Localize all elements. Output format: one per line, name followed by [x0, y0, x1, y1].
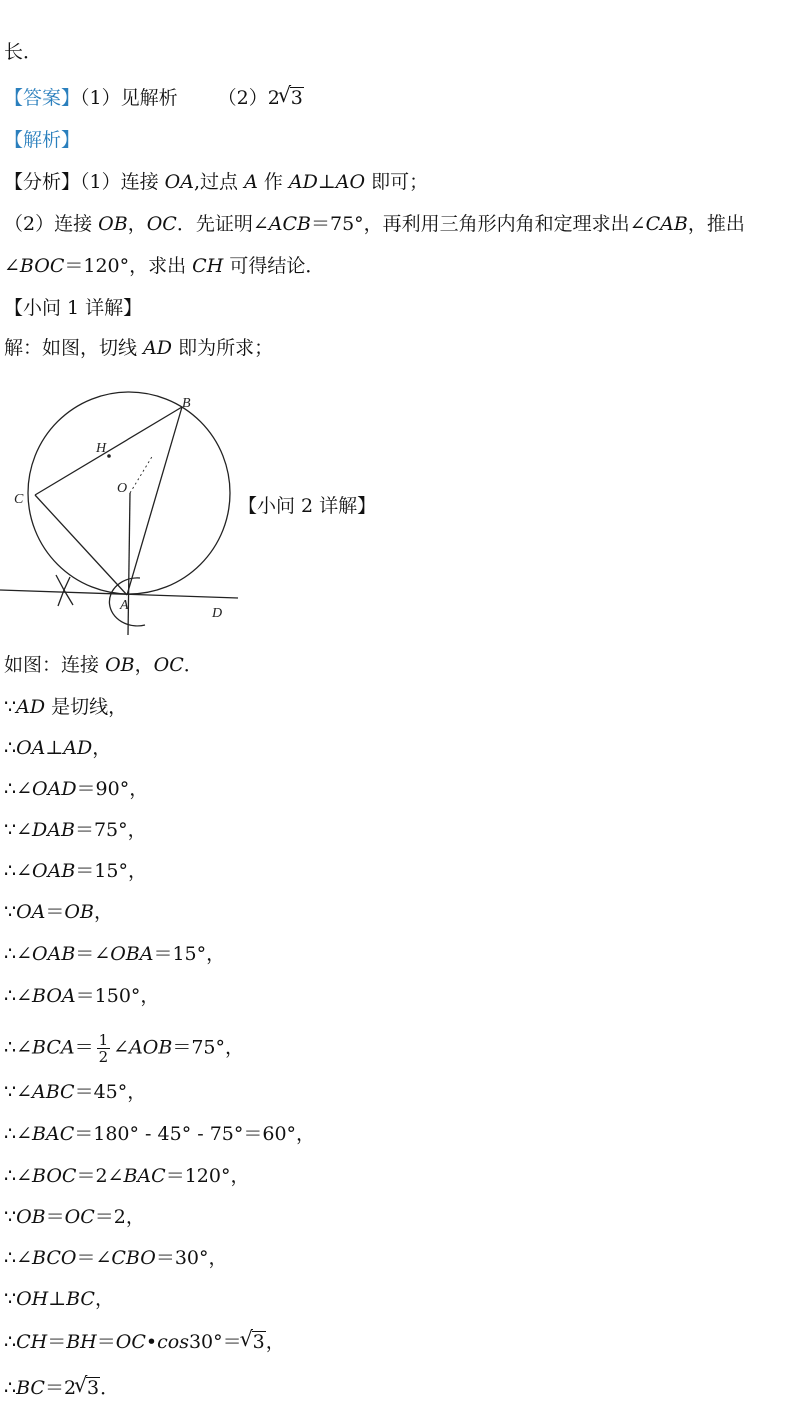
text: ∴∠ [4, 1247, 33, 1269]
math-cos: cos [157, 1331, 189, 1353]
step-3 [4, 777, 148, 801]
math-expr: BCO [32, 1247, 77, 1269]
step-16 [4, 1330, 285, 1354]
text: ∵∠ [4, 1081, 33, 1103]
text: ＝150°， [75, 985, 160, 1007]
step-9 [4, 1032, 244, 1065]
intro-text: 长． [4, 41, 43, 63]
answer-part1: （1）见解析 [80, 87, 178, 109]
math-expr: BAC [123, 1165, 166, 1187]
text: ∴∠ [4, 1123, 33, 1145]
text: ∴∠ [4, 1036, 33, 1059]
text: ∠ [4, 255, 20, 277]
radicand: 3 [252, 1331, 265, 1353]
text: ＝ [45, 901, 65, 923]
step-4 [4, 818, 147, 842]
fenxi-text: 即可； [371, 171, 429, 193]
text: 即为所求； [178, 337, 274, 359]
text: ＝75°， [74, 819, 147, 841]
fenxi-tag: 【分析】 [4, 171, 81, 193]
radicand: 3 [290, 87, 303, 109]
text: ＝ [47, 1331, 67, 1353]
text: ， [134, 654, 154, 676]
fraction-denominator: 2 [98, 1048, 109, 1066]
text: ＝120°，求出 [64, 255, 187, 277]
text: ∴ [4, 1377, 17, 1399]
sqrt-sign [242, 1330, 266, 1354]
text: 可得结论． [229, 255, 325, 277]
math-expr: OB [16, 1206, 46, 1228]
math-oa: OA [164, 171, 194, 193]
math-acb: ACB [268, 213, 311, 235]
step-6 [4, 900, 113, 924]
math-ch: CH [192, 255, 224, 277]
step-14 [4, 1246, 228, 1270]
step-10 [4, 1080, 146, 1104]
fenxi-text: ,过点 [193, 171, 239, 193]
label-d: D [212, 606, 223, 621]
math-cab: CAB [645, 213, 688, 235]
radicand: 3 [87, 1377, 100, 1399]
tangent-line-ad [0, 590, 238, 598]
math-expr: BCA [32, 1036, 75, 1059]
step-13 [4, 1205, 145, 1229]
text: ＝ [96, 1331, 116, 1353]
label-a: A [120, 598, 129, 613]
text: ＝2 [44, 1377, 77, 1399]
math-expr: OBA [110, 943, 154, 965]
step-5 [4, 859, 147, 883]
math-ob: OB [105, 654, 135, 676]
text: ∵ [4, 1206, 17, 1228]
math-expr: DAB [32, 819, 75, 841]
text: ＝180° - 45° - 75°＝60°， [74, 1123, 316, 1145]
math-ad-perp-ao: AD⊥AO [288, 171, 366, 193]
step-15 [4, 1287, 114, 1311]
math-expr: AOB [129, 1036, 173, 1059]
math-expr: BOA [32, 985, 76, 1007]
fraction-half [97, 1032, 111, 1065]
answer-part2-label: （2）2 [217, 87, 280, 109]
dashed-radius [130, 455, 153, 493]
text: ∴∠ [4, 985, 33, 1007]
text: ，推出 [687, 213, 745, 235]
chord-ca [35, 495, 127, 595]
step-17 [4, 1376, 119, 1400]
math-ob: OB [98, 213, 128, 235]
text: 30°＝ [188, 1331, 242, 1353]
text: ＝90°， [76, 778, 149, 800]
math-expr: CBO [111, 1247, 156, 1269]
q2-heading: 【小问 2 详解】 [238, 495, 377, 517]
math-expr: OB [64, 901, 94, 923]
text: ， [127, 213, 147, 235]
q1-solution [4, 336, 273, 360]
text: ＝45°， [74, 1081, 147, 1103]
text: ．先证明∠ [176, 213, 269, 235]
text: ． [183, 654, 203, 676]
answer-line [4, 86, 304, 110]
radius-oa-perpendicular [128, 493, 130, 635]
text: ， [93, 901, 113, 923]
text: ＝∠ [75, 943, 111, 965]
math-expr: OAB [32, 943, 76, 965]
text: ∵ [4, 901, 17, 923]
text: ∴∠ [4, 943, 33, 965]
text: ＝15°， [75, 860, 147, 882]
text: ∴∠ [4, 778, 33, 800]
math-oc: OC [146, 213, 177, 235]
math-expr: BC [16, 1377, 45, 1399]
analysis-tag: 【解析】 [4, 129, 81, 151]
text: ， [265, 1331, 285, 1353]
fenxi2-line2 [4, 254, 324, 278]
label-h: H [96, 441, 107, 456]
text: ＝ [45, 1206, 65, 1228]
fraction-numerator: 1 [98, 1031, 109, 1049]
text: ＝ [74, 1036, 94, 1059]
text: ∵ [4, 1288, 17, 1310]
math-expr: OH⊥BC [16, 1288, 95, 1310]
text: ∵∠ [4, 819, 33, 841]
math-ad: AD [143, 337, 173, 359]
step-12 [4, 1164, 249, 1188]
text: ． [100, 1377, 120, 1399]
text: ， [94, 1288, 114, 1310]
label-o: O [117, 481, 128, 496]
math-oc: OC [153, 654, 184, 676]
math-a: A [244, 171, 258, 193]
text: ∵ [4, 696, 17, 718]
text: 解：如图，切线 [4, 337, 138, 359]
math-expr: OC [64, 1206, 95, 1228]
math-expr: BOC [32, 1165, 77, 1187]
math-expr: ABC [32, 1081, 75, 1103]
text: ＝75°， [172, 1036, 245, 1059]
text: ∴∠ [4, 860, 33, 882]
text: 是切线， [51, 696, 128, 718]
text: ＝2， [94, 1206, 145, 1228]
geometry-figure [0, 385, 245, 640]
text: ∴ [4, 1331, 17, 1353]
fenxi2-line1 [4, 212, 745, 236]
text: ∴ [4, 737, 17, 759]
text: 如图：连接 [4, 654, 100, 676]
step-7 [4, 942, 225, 966]
math-expr: CH [16, 1331, 48, 1353]
math-ad: AD [16, 696, 46, 718]
step-8 [4, 984, 159, 1008]
fenxi-text: 作 [263, 171, 283, 193]
text: ∠ [113, 1036, 130, 1059]
math-expr: OA⊥AD [16, 737, 93, 759]
text: • [145, 1331, 158, 1353]
q1-heading: 【小问 1 详解】 [4, 297, 143, 319]
step-2 [4, 736, 111, 760]
point-h [107, 454, 111, 458]
math-expr: BAC [32, 1123, 75, 1145]
label-b: B [182, 396, 191, 411]
math-expr: OC [115, 1331, 146, 1353]
label-c: C [14, 492, 24, 507]
text: ， [92, 737, 112, 759]
step-0 [4, 653, 203, 677]
math-expr: BH [66, 1331, 97, 1353]
text: ＝15°， [153, 943, 226, 965]
fenxi-line [4, 170, 428, 194]
math-expr: OAB [32, 860, 76, 882]
sqrt-sign [76, 1376, 100, 1400]
text: ＝2∠ [76, 1165, 124, 1187]
math-expr: OA [16, 901, 46, 923]
text: ＝∠ [76, 1247, 112, 1269]
sqrt-sign [280, 86, 304, 110]
answer-tag: 【答案】 [4, 87, 81, 109]
text: ＝75°，再利用三角形内角和定理求出∠ [310, 213, 646, 235]
text: （2）连接 [4, 213, 93, 235]
math-expr: OAD [32, 778, 77, 800]
text: ∴∠ [4, 1165, 33, 1187]
step-1 [4, 695, 127, 719]
text: ＝120°， [165, 1165, 250, 1187]
fenxi-text: （1）连接 [80, 171, 159, 193]
text: ＝30°， [155, 1247, 228, 1269]
math-boc: BOC [19, 255, 65, 277]
step-11 [4, 1122, 315, 1146]
